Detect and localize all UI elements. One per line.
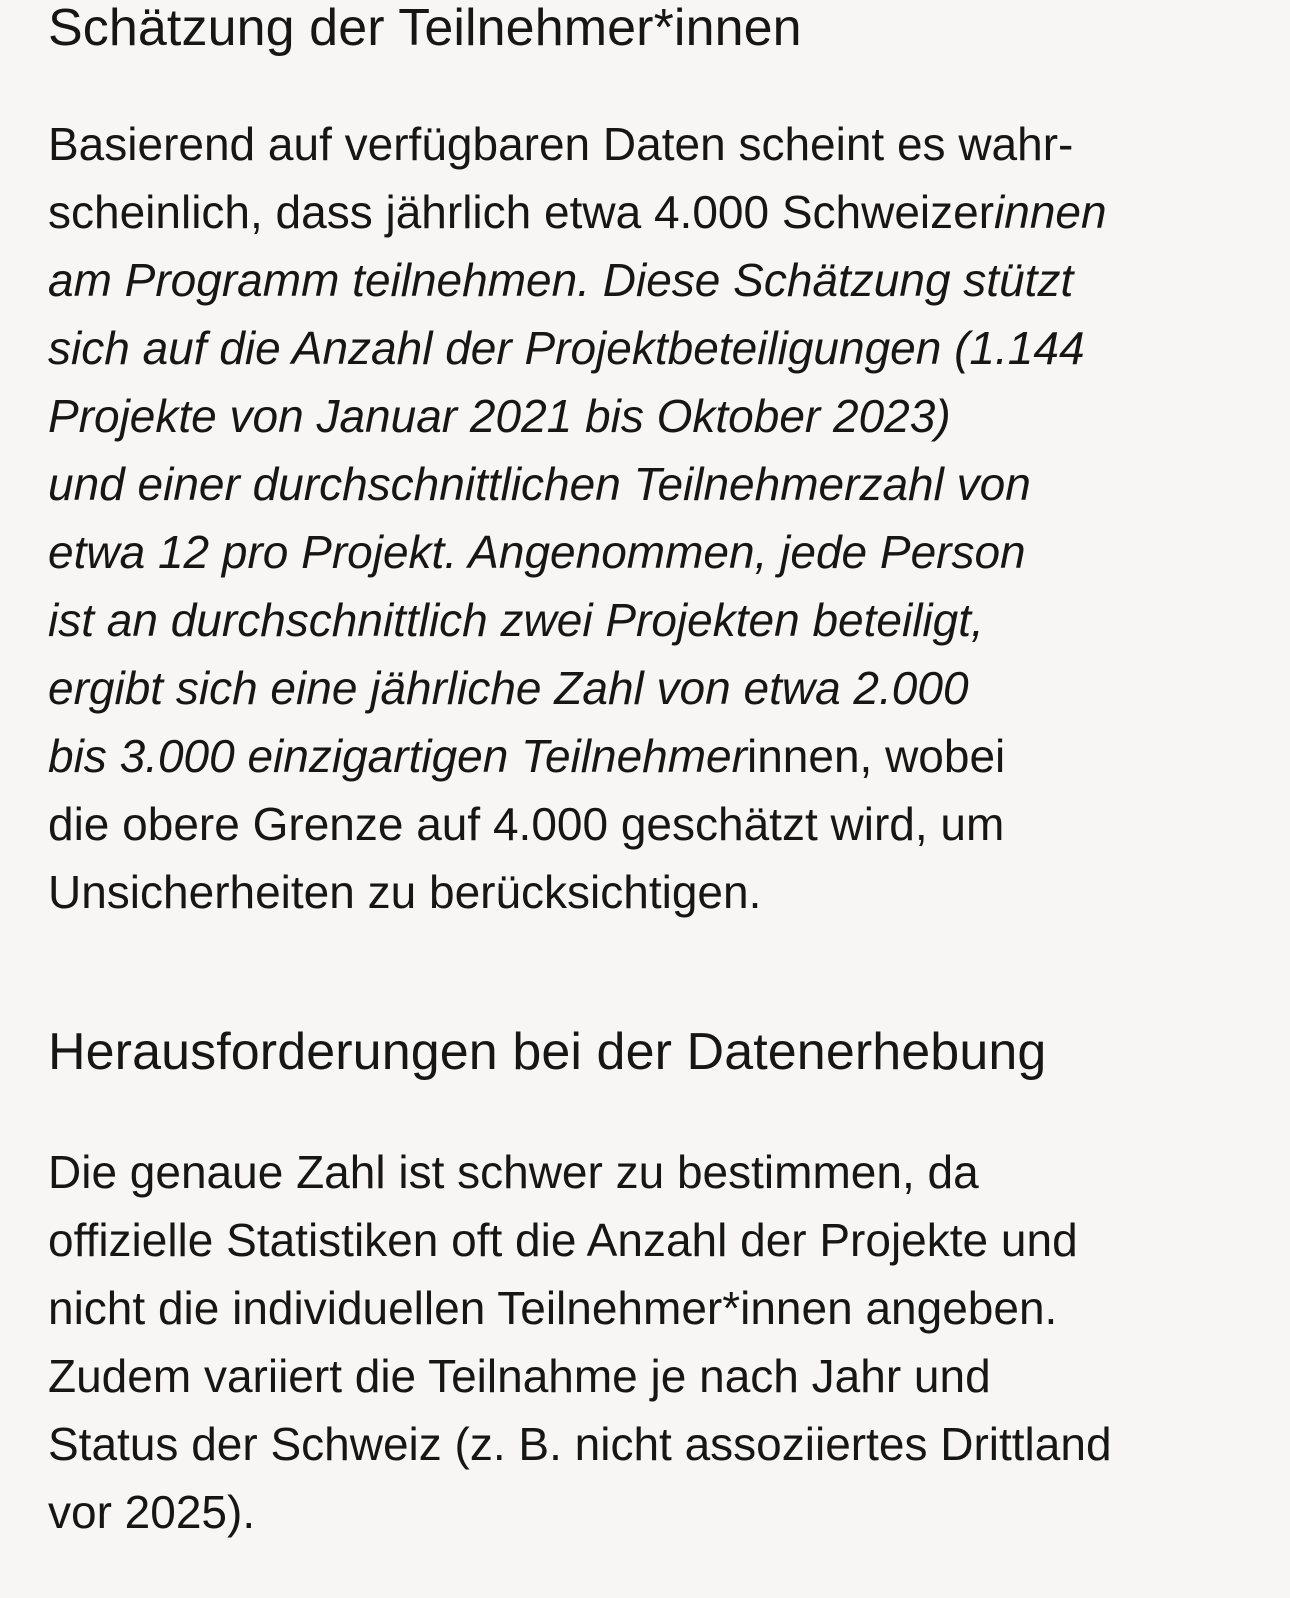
paragraph-line: Unsicherheiten zu berücksichtigen. bbox=[48, 866, 762, 918]
paragraph-line: Zudem variiert die Teilnahme je nach Jahr und bbox=[48, 1350, 991, 1402]
paragraph-line bbox=[48, 178, 1107, 246]
paragraph-line: nicht die individuellen Teilnehmer*innen angeben. bbox=[48, 1282, 1058, 1334]
paragraph-line: die obere Grenze auf 4.000 geschätzt wird, um bbox=[48, 798, 1005, 850]
section-heading-data-challenges: Herausforderungen bei der Datenerhebung bbox=[48, 1023, 1047, 1081]
paragraph-line: ergibt sich eine jährliche Zahl von etwa 2.000 bbox=[48, 662, 969, 714]
paragraph-line: Die genaue Zahl ist schwer zu bestimmen, da bbox=[48, 1146, 979, 1198]
participant-estimate-paragraph bbox=[48, 110, 1107, 926]
paragraph-line: ist an durchschnittlich zwei Projekten beteiligt, bbox=[48, 594, 984, 646]
paragraph-line: und einer durchschnittlichen Teilnehmerzahl von bbox=[48, 458, 1031, 510]
paragraph-line: am Programm teilnehmen. Diese Schätzung stützt bbox=[48, 254, 1074, 306]
paragraph-line: vor 2025). bbox=[48, 1486, 256, 1538]
paragraph-text: innen, wobei bbox=[746, 730, 1006, 782]
paragraph-italic-text: bis 3.000 einzigartigen Teilnehmer bbox=[48, 730, 747, 782]
paragraph-text: scheinlich, dass jährlich etwa 4.000 Schweizer bbox=[48, 186, 995, 238]
paragraph-line bbox=[48, 722, 1107, 790]
paragraph-text: Basierend auf verfügbaren Daten scheint es wahr- bbox=[48, 118, 1074, 170]
paragraph-line: offizielle Statistiken oft die Anzahl der Projekte und bbox=[48, 1214, 1078, 1266]
section-heading-participant-estimate: Schätzung der Teilnehmer*innen bbox=[48, 0, 802, 57]
paragraph-line: etwa 12 pro Projekt. Angenommen, jede Person bbox=[48, 526, 1026, 578]
paragraph-italic-text: innen bbox=[994, 186, 1107, 238]
paragraph-line: Projekte von Januar 2021 bis Oktober 2023) bbox=[48, 390, 951, 442]
paragraph-line: Status der Schweiz (z. B. nicht assoziiertes Drittland bbox=[48, 1418, 1112, 1470]
paragraph-line: sich auf die Anzahl der Projektbeteiligungen (1.144 bbox=[48, 322, 1085, 374]
data-challenges-paragraph bbox=[48, 1138, 1112, 1546]
paragraph-line bbox=[48, 110, 1107, 178]
